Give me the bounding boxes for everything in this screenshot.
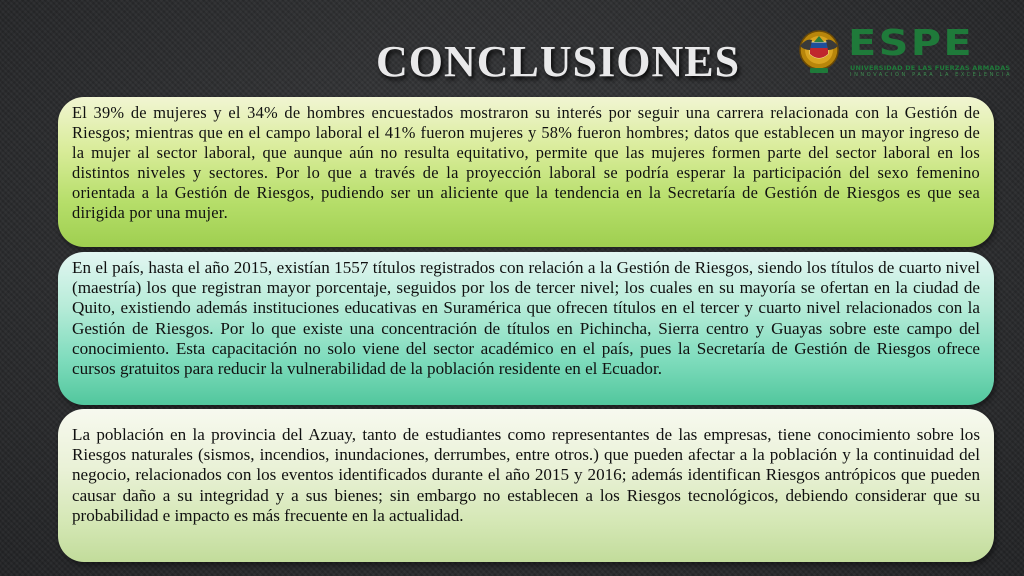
conclusion-text-3: La población en la provincia del Azuay, tanto de estudiantes como representantes de las empresas, tiene conocimiento sobre los Riesgos naturales (sismos, incendios, inundaciones, derrumbes, entre otros.) que pueden afectar a la población y la continuidad del negocio, relacionados con los eventos identificados durante el año 2015 y 2016; además identifican Riesgos antrópicos que pueden causar daño a su integridad y a sus bienes; sin embargo no establecen a los Riesgos tecnológicos, debiendo considerar que su probabilidad e impacto es más frecuente en la actualidad. (72, 425, 980, 525)
conclusion-panel-3 (58, 409, 994, 562)
logo-tagline: INNOVACIÓN PARA LA EXCELENCIA (850, 72, 1013, 78)
conclusion-text-1: El 39% de mujeres y el 34% de hombres encuestados mostraron su interés por seguir una carrera relacionada con la Gestión de Riesgos; mientras que en el campo laboral el 41% fueron mujeres y 58% fueron hombres; datos que establecen un mayor ingreso de la mujer al sector laboral, que aunque aún no resulta equitativo, permite que las mujeres formen parte del sector laboral en los distintos niveles y sectores. Por lo que a través de la proyección laboral se podría esperar la participación del sexo femenino orientada a la Gestión de Riesgos, pudiendo ser un aliciente que la tendencia en la Secretaría de Gestión de Riesgos es que sea dirigida por una mujer. (72, 103, 980, 222)
logo-wordmark: ESPE (848, 23, 974, 64)
university-seal-icon (796, 28, 842, 76)
slide-title: CONCLUSIONES (376, 37, 741, 86)
conclusion-panel-2 (58, 252, 994, 405)
conclusion-text-2: En el país, hasta el año 2015, existían 1557 títulos registrados con relación a la Gestión de Riesgos, siendo los títulos de cuarto nivel (maestría) los que registran mayor porcentaje, seguidos por los de tercer nivel; los cuales en su mayoría se ofertan en la ciudad de Quito, existiendo además instituciones educativas en Suramérica que ofrecen títulos en el tercer y cuarto nivel relacionados con la Gestión de Riesgos. Por lo que existe una concentración de títulos en Pichincha, Sierra centro y Guayas sobre este campo del conocimiento. Esta capacitación no solo viene del sector académico en el país, pues la Secretaría de Gestión de Riesgos ofrece cursos gratuitos para reducir la vulnerabilidad de la población residente en el Ecuador. (72, 258, 980, 379)
espe-logo (796, 23, 1013, 78)
slide-title-container (376, 37, 741, 90)
logo-subtitle: UNIVERSIDAD DE LAS FUERZAS ARMADAS (850, 64, 1011, 72)
conclusion-panel-1 (58, 97, 994, 247)
